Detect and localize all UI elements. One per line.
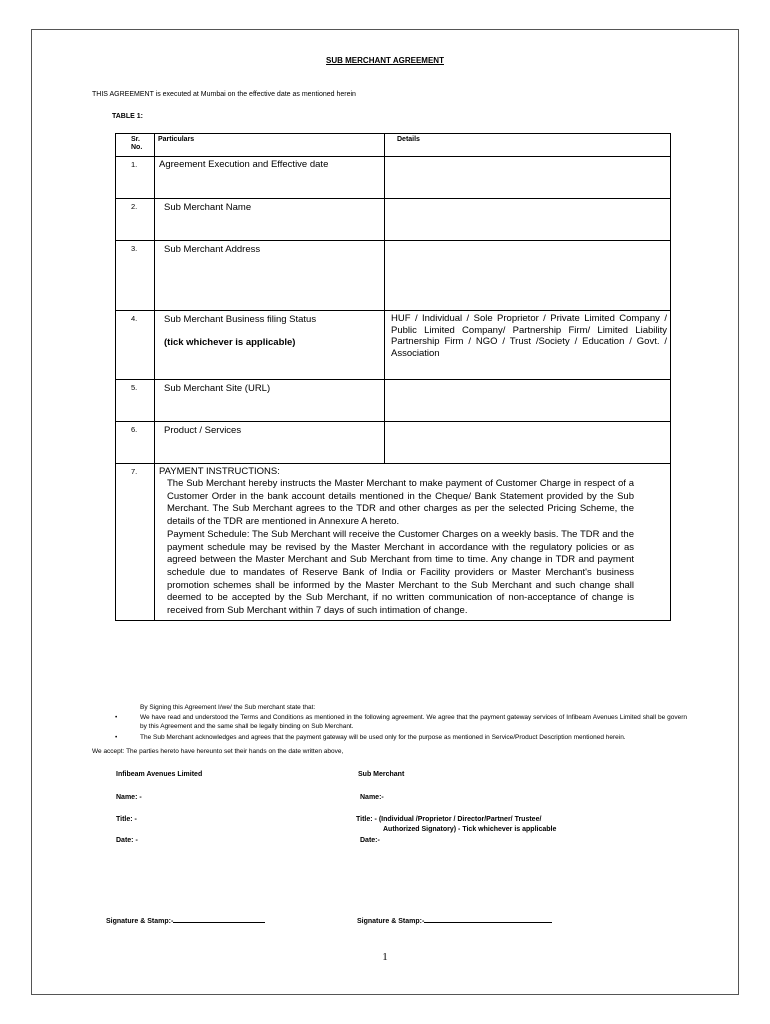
table-row	[116, 380, 671, 422]
payment-paragraph-2: Payment Schedule: The Sub Merchant will receive the Customer Charges on a weekly basis. The TDR and the payment schedule may be revised by the Master Merchant in accordance with the regulatory policies or as agreed between the Master Merchant and Sub Merchant from time to time. Any change in TDR and payment schedule due to mandates of Reserve Bank of India or Facility providers or Master Merchant's business promotion schemes shall be informed by the Master Merchant to the Sub Merchant and such change shall deemed to be accepted by the Sub Merchant, if no written communication of non-acceptance of change is received from Sub Merchant within 7 days of such intimation of change.	[167, 528, 634, 617]
intro-text: THIS AGREEMENT is executed at Mumbai on the effective date as mentioned herein	[92, 91, 356, 98]
right-title-line2: Authorized Signatory) - Tick whichever is applicable	[383, 826, 557, 833]
row-number: 7.	[116, 464, 155, 621]
left-signature-line[interactable]	[173, 915, 265, 923]
bullet-dot: •	[115, 714, 118, 721]
row-particular: Sub Merchant Address	[155, 241, 385, 311]
row-details-cell[interactable]	[385, 157, 671, 199]
table-row	[116, 422, 671, 464]
table-header-row	[116, 134, 671, 157]
tick-note: (tick whichever is applicable)	[164, 337, 296, 348]
row-particular: Product / Services	[155, 422, 385, 464]
page-number: 1	[382, 951, 388, 963]
row-number: 5.	[116, 380, 155, 422]
header-details: Details	[397, 136, 420, 143]
header-sr-no: Sr. No.	[131, 136, 143, 151]
right-date-label: Date:-	[360, 837, 380, 844]
row-details-cell[interactable]	[385, 380, 671, 422]
list-item: • The Sub Merchant acknowledges and agrees that the payment gateway will be used only for the purpose as mentioned in Service/Product Description mentioned herein.	[115, 734, 626, 741]
row-particular: Agreement Execution and Effective date	[155, 157, 385, 199]
document-title: SUB MERCHANT AGREEMENT	[326, 56, 444, 65]
row-details-cell[interactable]	[385, 311, 671, 380]
row-number: 3.	[116, 241, 155, 311]
right-signature-line[interactable]	[424, 915, 552, 923]
bullet-dot: •	[115, 734, 118, 741]
signing-intro: By Signing this Agreement I/we/ the Sub merchant state that:	[140, 704, 316, 711]
left-party-name: Infibeam Avenues Limited	[116, 771, 203, 778]
payment-paragraph-1: The Sub Merchant hereby instructs the Master Merchant to make payment of Customer Charge in respect of a Customer Order in the bank account details mentioned in the Cheque/ Bank Statement provided by the Sub Merchant. The Sub Merchant agrees to the TDR and other charges as per the selected Pricing Scheme, the details of the TDR are mentioned in Annexure A hereto.	[167, 478, 634, 528]
right-signature-stamp: Signature & Stamp:-	[357, 915, 552, 925]
row-particular: Sub Merchant Name	[155, 199, 385, 241]
particulars-table	[115, 133, 671, 621]
table-row	[116, 241, 671, 311]
business-status-options: HUF / Individual / Sole Proprietor / Private Limited Company / Public Limited Company/ Partnership Firm/ Limited Liability Partnership Firm / NGO / Trust /Society / Education / Govt. / Association	[391, 313, 667, 359]
table-row-payment	[116, 464, 671, 621]
row-details-cell[interactable]	[385, 199, 671, 241]
right-title-label: Title: - (Individual /Proprietor / Director/Partner/ Trustee/	[356, 816, 542, 823]
row-number: 1.	[116, 157, 155, 199]
left-title-label: Title: -	[116, 816, 137, 823]
acceptance-text: We accept: The parties hereto have hereunto set their hands on the date written above,	[92, 748, 344, 755]
table-row	[116, 199, 671, 241]
declaration-list	[113, 713, 687, 744]
left-signature-stamp: Signature & Stamp:-	[106, 915, 265, 925]
row-number: 2.	[116, 199, 155, 241]
payment-heading: PAYMENT INSTRUCTIONS:	[159, 466, 280, 477]
row-details-cell[interactable]	[385, 241, 671, 311]
header-particulars: Particulars	[158, 136, 195, 143]
row-number: 4.	[116, 311, 155, 380]
left-date-label: Date: -	[116, 837, 138, 844]
payment-instructions-cell	[155, 464, 671, 621]
table-row	[116, 157, 671, 199]
list-item: • We have read and understood the Terms and Conditions as mentioned in the following agreement. We agree that the payment gateway services of Infibeam Avenues Limited shall be govern by this Agreement and the same shall be legally binding on Sub Merchant.	[115, 714, 687, 730]
row-details-cell[interactable]	[385, 422, 671, 464]
right-party-name: Sub Merchant	[358, 771, 405, 778]
row-particular: Sub Merchant Site (URL)	[155, 380, 385, 422]
row-particular-cell	[155, 311, 385, 380]
table-row	[116, 311, 671, 380]
left-name-label: Name: -	[116, 794, 142, 801]
row-number: 6.	[116, 422, 155, 464]
right-name-label: Name:-	[360, 794, 384, 801]
table-label: TABLE 1:	[112, 113, 143, 120]
row-particular: Sub Merchant Business filing Status	[164, 314, 317, 325]
